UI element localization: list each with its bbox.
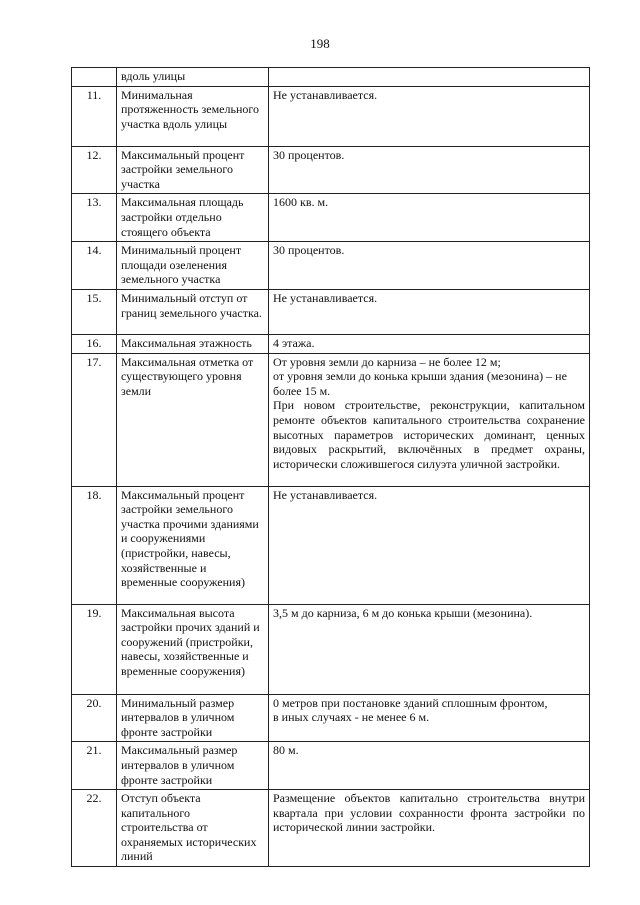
table-row [72,790,590,867]
row-number: 21. [72,742,117,790]
parameter-name: Максимальная этажность [117,334,269,353]
row-number: 18. [72,486,117,604]
value-line: От уровня земли до карниза – не более 12 м; [273,354,501,369]
parameter-value [269,68,590,87]
value-line: Не устанавливается. [273,290,378,305]
parameter-value [269,742,590,790]
row-number: 22. [72,790,117,867]
value-line: в иных случаях - не менее 6 м. [273,710,430,725]
regulations-table [71,67,590,867]
table-row [72,334,590,353]
value-paragraph: Размещение объектов капитально строительства внутри квартала при условии сохранности фронта застройки по исторической линии застройки. [273,791,585,835]
row-number: 11. [72,86,117,146]
value-line: 80 м. [273,743,299,758]
table-row [72,486,590,604]
value-line: от уровня земли до конька крыши здания (мезонина) – не более 15 м. [273,369,567,398]
table-row [72,146,590,194]
parameter-value [269,86,590,146]
table-row [72,353,590,486]
parameter-value [269,694,590,742]
value-line: 1600 кв. м. [273,195,329,210]
parameter-name: Максимальная отметка от существующего уровня земли [117,353,269,486]
row-number: 20. [72,694,117,742]
table-row [72,289,590,334]
table-row [72,694,590,742]
parameter-name: вдоль улицы [117,68,269,87]
value-line: Не устанавливается. [273,487,378,502]
parameter-value [269,289,590,334]
parameter-name: Отступ объекта капитального строительства от охраняемых исторических линий [117,790,269,867]
table-row [72,604,590,694]
row-number [72,68,117,87]
value-line: 3,5 м до карниза, 6 м до конька крыши (мезонина). [273,605,533,620]
parameter-name: Максимальный процент застройки земельного участка прочими зданиями и сооружениями (пристройки, навесы, хозяйственные и временные сооружения) [117,486,269,604]
parameter-name: Минимальная протяженность земельного участка вдоль улицы [117,86,269,146]
parameter-name: Минимальный размер интервалов в уличном фронте застройки [117,694,269,742]
value-paragraph: При новом строительстве, реконструкции, капитальном ремонте объектов капитального строительства сохранение высотных параметров исторических доминант, ценных видовых раскрытий, включённых в предмет охраны, исторически сложившегося силуэта уличной застройки. [273,398,585,471]
parameter-name: Максимальная высота застройки прочих зданий и сооружений (пристройки, навесы, хозяйственные и временные сооружения) [117,604,269,694]
value-line: 30 процентов. [273,147,345,162]
parameter-value [269,194,590,242]
parameter-value [269,353,590,486]
value-line: 0 метров при постановке зданий сплошным фронтом, [273,695,548,710]
table-row [72,194,590,242]
row-number: 15. [72,289,117,334]
parameter-name: Максимальный процент застройки земельного участка [117,146,269,194]
parameter-value [269,334,590,353]
value-line: 30 процентов. [273,243,345,258]
value-line: 4 этажа. [273,335,315,350]
row-number: 19. [72,604,117,694]
row-number: 14. [72,242,117,290]
parameter-value [269,242,590,290]
row-number: 13. [72,194,117,242]
table-row [72,742,590,790]
parameter-value [269,790,590,867]
table-row [72,242,590,290]
row-number: 12. [72,146,117,194]
parameter-name: Минимальный процент площади озеленения земельного участка [117,242,269,290]
table-row [72,86,590,146]
parameter-value [269,486,590,604]
row-number: 16. [72,334,117,353]
parameter-name: Минимальный отступ от границ земельного участка. [117,289,269,334]
parameter-value [269,146,590,194]
row-number: 17. [72,353,117,486]
table-row [72,68,590,87]
parameter-value [269,604,590,694]
page-number: 198 [310,36,330,51]
parameter-name: Максимальный размер интервалов в уличном фронте застройки [117,742,269,790]
parameter-name: Максимальная площадь застройки отдельно стоящего объекта [117,194,269,242]
value-line: Не устанавливается. [273,87,378,102]
